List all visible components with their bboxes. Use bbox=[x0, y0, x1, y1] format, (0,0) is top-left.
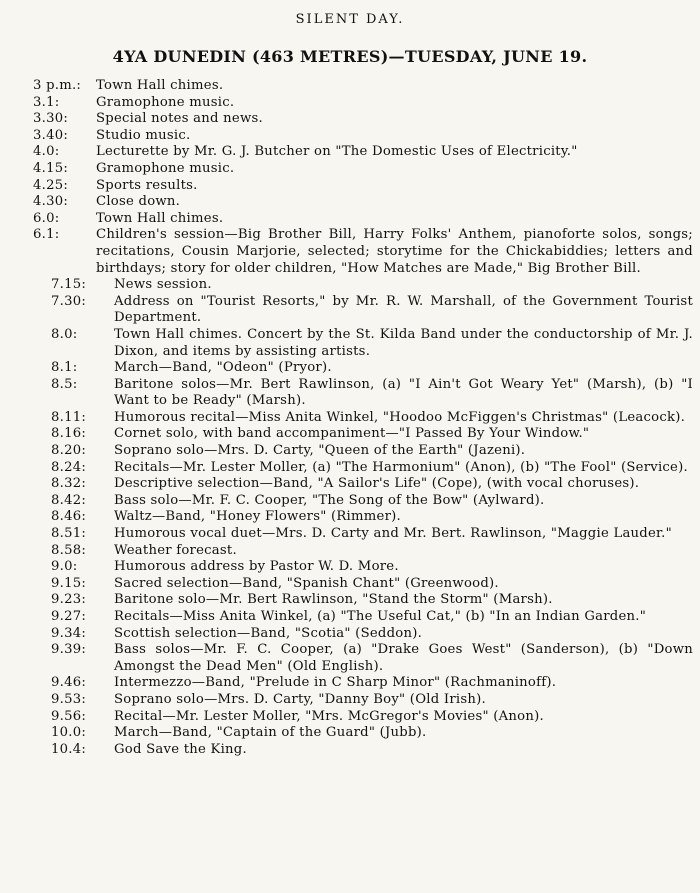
schedule-entry bbox=[33, 742, 693, 759]
schedule-entry bbox=[33, 543, 693, 560]
entry-time: 8.5: bbox=[51, 376, 78, 392]
schedule-entry bbox=[33, 559, 693, 576]
entry-description: Bass solos—Mr. F. C. Cooper, (a) "Drake Goes West" (Sanderson), (b) "Down Amongst the Dead Men" (Old English). bbox=[114, 642, 693, 674]
entry-time: 4.30: bbox=[33, 194, 69, 210]
schedule-entry bbox=[33, 410, 693, 427]
entry-description: Soprano solo—Mrs. D. Carty, "Danny Boy" (Old Irish). bbox=[114, 691, 486, 707]
entry-description: Intermezzo—Band, "Prelude in C Sharp Minor" (Rachmaninoff). bbox=[114, 675, 557, 691]
entry-description: Gramophone music. bbox=[96, 94, 235, 110]
schedule-entry bbox=[33, 443, 693, 460]
entry-description: News session. bbox=[114, 277, 212, 293]
schedule-entry bbox=[33, 493, 693, 510]
entry-description: Town Hall chimes. Concert by the St. Kilda Band under the conductorship of Mr. J. Dixon, and items by assisting artists. bbox=[114, 326, 693, 359]
entry-description: Sports results. bbox=[96, 177, 198, 193]
entry-description: God Save the King. bbox=[114, 741, 247, 757]
entry-time: 8.51: bbox=[51, 526, 87, 542]
schedule-entry bbox=[33, 692, 693, 709]
schedule-entry bbox=[33, 642, 693, 675]
schedule-entry bbox=[33, 377, 693, 410]
entry-time: 10.4: bbox=[51, 741, 87, 757]
schedule-entry bbox=[33, 95, 693, 112]
entry-description: Town Hall chimes. bbox=[96, 78, 224, 93]
schedule-entry bbox=[33, 327, 693, 360]
schedule-entry bbox=[33, 675, 693, 692]
entry-time: 9.39: bbox=[51, 642, 87, 658]
entry-description: Scottish selection—Band, "Scotia" (Seddon). bbox=[114, 625, 423, 641]
station-heading: 4YA DUNEDIN (463 METRES)—TUESDAY, JUNE 19. bbox=[112, 47, 588, 66]
entry-description: Waltz—Band, "Honey Flowers" (Rimmer). bbox=[114, 509, 401, 525]
entry-description: March—Band, "Odeon" (Pryor). bbox=[114, 360, 332, 376]
schedule-entry bbox=[33, 277, 693, 294]
entry-time: 7.15: bbox=[51, 277, 87, 293]
schedule-entry bbox=[33, 592, 693, 609]
schedule-entry bbox=[33, 144, 693, 161]
program-schedule bbox=[33, 78, 693, 758]
entry-time: 3 p.m.: bbox=[33, 78, 82, 93]
schedule-entry bbox=[33, 128, 693, 145]
entry-description: Baritone solos—Mr. Bert Rawlinson, (a) "I Ain't Got Weary Yet" (Marsh), (b) "I Want to be Ready" (Marsh). bbox=[114, 376, 693, 409]
entry-time: 7.30: bbox=[51, 293, 87, 309]
schedule-entry bbox=[33, 626, 693, 643]
entry-description: Cornet solo, with band accompaniment—"I Passed By Your Window." bbox=[114, 426, 590, 442]
entry-time: 3.40: bbox=[33, 127, 69, 143]
schedule-entry bbox=[33, 161, 693, 178]
entry-time: 3.1: bbox=[33, 94, 60, 110]
schedule-entry bbox=[33, 111, 693, 128]
entry-time: 9.46: bbox=[51, 675, 87, 691]
schedule-entry bbox=[33, 227, 693, 277]
entry-time: 4.0: bbox=[33, 144, 60, 160]
entry-time: 8.20: bbox=[51, 443, 87, 459]
schedule-entry bbox=[33, 78, 693, 95]
entry-description: Sacred selection—Band, "Spanish Chant" (Greenwood). bbox=[114, 575, 499, 591]
entry-time: 6.1: bbox=[33, 227, 60, 243]
entry-description: Gramophone music. bbox=[96, 160, 235, 176]
entry-description: Children's session—Big Brother Bill, Harry Folks' Anthem, pianoforte solos, songs; recitations, Cousin Marjorie, selected; storytime for the Chickabiddies; letters and birthdays; story for older children, "How Matches are Made," Big Brother Bill. bbox=[96, 227, 693, 276]
entry-time: 4.15: bbox=[33, 160, 69, 176]
entry-time: 8.46: bbox=[51, 509, 87, 525]
entry-description: Recitals—Mr. Lester Moller, (a) "The Harmonium" (Anon), (b) "The Fool" (Service). bbox=[114, 459, 688, 475]
entry-time: 6.0: bbox=[33, 210, 60, 226]
entry-time: 8.58: bbox=[51, 542, 87, 558]
schedule-entry bbox=[33, 509, 693, 526]
entry-description: Recital—Mr. Lester Moller, "Mrs. McGregor's Movies" (Anon). bbox=[114, 708, 544, 724]
schedule-entry bbox=[33, 526, 693, 543]
entry-description: Special notes and news. bbox=[96, 111, 263, 127]
entry-time: 9.34: bbox=[51, 625, 87, 641]
entry-description: Close down. bbox=[96, 194, 181, 210]
entry-time: 8.0: bbox=[51, 326, 78, 342]
entry-description: Bass solo—Mr. F. C. Cooper, "The Song of the Bow" (Aylward). bbox=[114, 492, 545, 508]
entry-time: 8.1: bbox=[51, 360, 78, 376]
schedule-entry bbox=[33, 194, 693, 211]
entry-time: 9.53: bbox=[51, 691, 87, 707]
entry-description: Weather forecast. bbox=[114, 542, 237, 558]
entry-description: Soprano solo—Mrs. D. Carty, "Queen of the Earth" (Jazeni). bbox=[114, 443, 526, 459]
entry-time: 8.42: bbox=[51, 492, 87, 508]
entry-time: 9.15: bbox=[51, 575, 87, 591]
schedule-entry bbox=[33, 476, 693, 493]
page-header: SILENT DAY. bbox=[295, 12, 405, 27]
entry-time: 9.56: bbox=[51, 708, 87, 724]
schedule-entry bbox=[33, 609, 693, 626]
schedule-entry bbox=[33, 426, 693, 443]
entry-time: 4.25: bbox=[33, 177, 69, 193]
entry-description: Town Hall chimes. bbox=[96, 210, 224, 226]
entry-time: 8.11: bbox=[51, 409, 87, 425]
entry-description: Humorous address by Pastor W. D. More. bbox=[114, 559, 399, 575]
schedule-entry bbox=[33, 360, 693, 377]
entry-time: 8.32: bbox=[51, 476, 87, 492]
entry-time: 9.27: bbox=[51, 609, 87, 624]
schedule-entry bbox=[33, 460, 693, 477]
entry-time: 9.0: bbox=[51, 559, 78, 575]
entry-description: Lecturette by Mr. G. J. Butcher on "The Domestic Uses of Electricity." bbox=[96, 144, 578, 160]
schedule-entry bbox=[33, 709, 693, 726]
entry-time: 8.24: bbox=[51, 459, 87, 475]
entry-description: Address on "Tourist Resorts," by Mr. R. W. Marshall, of the Government Tourist Department. bbox=[114, 293, 693, 326]
schedule-entry bbox=[33, 294, 693, 327]
schedule-entry bbox=[33, 725, 693, 742]
entry-description: Humorous recital—Miss Anita Winkel, "Hoodoo McFiggen's Christmas" (Leacock). bbox=[114, 409, 686, 425]
schedule-entry bbox=[33, 576, 693, 593]
entry-description: Descriptive selection—Band, "A Sailor's Life" (Cope), (with vocal choruses). bbox=[114, 476, 640, 492]
entry-description: Studio music. bbox=[96, 127, 191, 143]
entry-time: 8.16: bbox=[51, 426, 87, 442]
entry-description: March—Band, "Captain of the Guard" (Jubb). bbox=[114, 725, 427, 741]
entry-time: 9.23: bbox=[51, 592, 87, 608]
schedule-entry bbox=[33, 211, 693, 228]
schedule-entry bbox=[33, 178, 693, 195]
entry-time: 3.30: bbox=[33, 111, 69, 127]
entry-description: Humorous vocal duet—Mrs. D. Carty and Mr. Bert. Rawlinson, "Maggie Lauder." bbox=[114, 526, 672, 542]
entry-description: Recitals—Miss Anita Winkel, (a) "The Useful Cat," (b) "In an Indian Garden." bbox=[114, 609, 647, 624]
entry-time: 10.0: bbox=[51, 725, 87, 741]
entry-description: Baritone solo—Mr. Bert Rawlinson, "Stand the Storm" (Marsh). bbox=[114, 592, 553, 608]
